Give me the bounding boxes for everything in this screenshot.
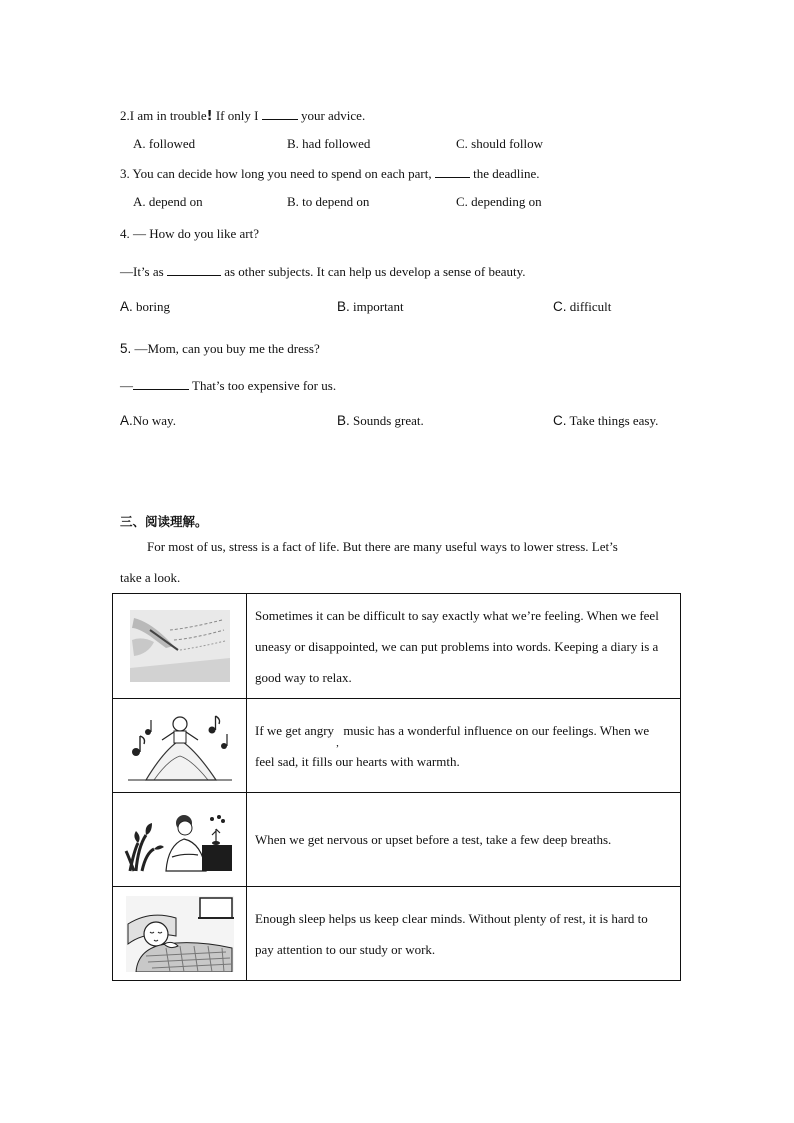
table-row xyxy=(113,887,681,981)
reading-intro-line2: take a look. xyxy=(120,570,181,585)
option-text: Sounds great. xyxy=(353,413,424,428)
image-cell xyxy=(113,887,247,981)
tip-text-cell: Enough sleep helps us keep clear minds. Without plenty of rest, it is hard to pay attention to our study or work. xyxy=(247,887,681,981)
option-letter: B. xyxy=(287,136,299,151)
dialogue-text: —Mom, can you buy me the dress? xyxy=(134,341,320,356)
option-text: followed xyxy=(148,136,196,151)
stress-tips-table xyxy=(112,593,681,981)
question-5-option-b[interactable] xyxy=(337,413,424,429)
option-text: difficult xyxy=(569,299,612,314)
table-row xyxy=(113,699,681,793)
tip-text: If we get angry xyxy=(255,722,335,738)
option-letter: A. xyxy=(133,136,146,151)
question-3-option-c[interactable] xyxy=(456,194,542,210)
section-title: 三、阅读理解。 xyxy=(120,514,208,529)
answer-blank xyxy=(435,165,470,178)
question-4-option-b[interactable] xyxy=(337,299,404,315)
question-number: 2. xyxy=(120,108,130,123)
question-text: the deadline. xyxy=(469,166,540,181)
option-letter: C. xyxy=(456,194,468,209)
table-row xyxy=(113,793,681,887)
question-5-option-a[interactable] xyxy=(120,413,176,429)
option-letter: A. xyxy=(120,299,133,314)
option-letter: B. xyxy=(337,299,350,314)
small-comma: , xyxy=(336,736,339,749)
dialogue-text: That’s too expensive for us. xyxy=(189,378,337,393)
option-text: No way. xyxy=(132,413,176,428)
dialogue-text: — How do you like art? xyxy=(133,226,260,241)
music-girl-icon xyxy=(124,710,236,782)
table-row xyxy=(113,594,681,699)
question-2-stem xyxy=(120,107,365,124)
question-2-option-a[interactable] xyxy=(133,136,195,152)
dialogue-text: as other subjects. It can help us develop a sense of beauty. xyxy=(220,264,526,279)
answer-blank xyxy=(167,263,221,276)
option-letter: C. xyxy=(553,299,567,314)
question-5-option-c[interactable] xyxy=(553,413,658,429)
question-number: 5. xyxy=(120,341,132,356)
option-letter: B. xyxy=(337,413,350,428)
option-text: Take things easy. xyxy=(569,413,659,428)
sleeping-child-icon xyxy=(126,896,234,972)
question-number: 3. xyxy=(120,166,130,181)
option-letter: B. xyxy=(287,194,299,209)
diary-writing-icon xyxy=(130,610,230,682)
question-4-option-a[interactable] xyxy=(120,299,170,315)
option-letter: C. xyxy=(456,136,468,151)
tip-text-cell: When we get nervous or upset before a test, take a few deep breaths. xyxy=(247,793,681,887)
question-4-line1 xyxy=(120,226,259,242)
option-letter: C. xyxy=(553,413,567,428)
question-2-option-c[interactable] xyxy=(456,136,543,152)
tip-text-cell: Sometimes it can be difficult to say exactly what we’re feeling. When we feel uneasy or disappointed, we can put problems into words. Keeping a diary is a good way to relax. xyxy=(247,594,681,699)
answer-blank xyxy=(133,377,189,390)
question-3-option-b[interactable] xyxy=(287,194,369,210)
option-text: had followed xyxy=(302,136,371,151)
question-text: If only I xyxy=(212,108,262,123)
dialogue-text: —It’s as xyxy=(120,264,167,279)
question-5-line1 xyxy=(120,341,320,357)
question-3-stem xyxy=(120,165,540,182)
option-text: depend on xyxy=(148,194,203,209)
option-text: should follow xyxy=(471,136,544,151)
option-text: to depend on xyxy=(302,194,370,209)
question-3-option-a[interactable] xyxy=(133,194,203,210)
exclamation-mark: ! xyxy=(206,109,213,124)
option-letter: A. xyxy=(133,194,146,209)
option-text: depending on xyxy=(471,194,542,209)
question-4-option-c[interactable] xyxy=(553,299,611,315)
question-text: your advice. xyxy=(297,108,366,123)
question-4-line2 xyxy=(120,263,526,280)
question-text: You can decide how long you need to spend on each part, xyxy=(132,166,435,181)
dialogue-text: — xyxy=(120,378,133,393)
question-5-line2 xyxy=(120,377,336,394)
reading-intro-line1: For most of us, stress is a fact of life. But there are many useful ways to lower stress. Let’s xyxy=(147,539,618,554)
tip-text: music has a wonderful influence on our feelings. When we feel sad, it fills our hearts with warmth. xyxy=(255,722,650,769)
image-cell xyxy=(113,699,247,793)
answer-blank xyxy=(262,107,298,120)
question-text: I am in trouble xyxy=(129,108,207,123)
option-text: boring xyxy=(136,299,170,314)
question-number: 4. xyxy=(120,226,130,241)
option-text: important xyxy=(353,299,404,314)
image-cell xyxy=(113,793,247,887)
image-cell xyxy=(113,594,247,699)
question-2-option-b[interactable] xyxy=(287,136,370,152)
option-letter: A. xyxy=(120,413,133,428)
tip-text-cell xyxy=(247,699,681,793)
deep-breath-icon xyxy=(124,807,236,873)
